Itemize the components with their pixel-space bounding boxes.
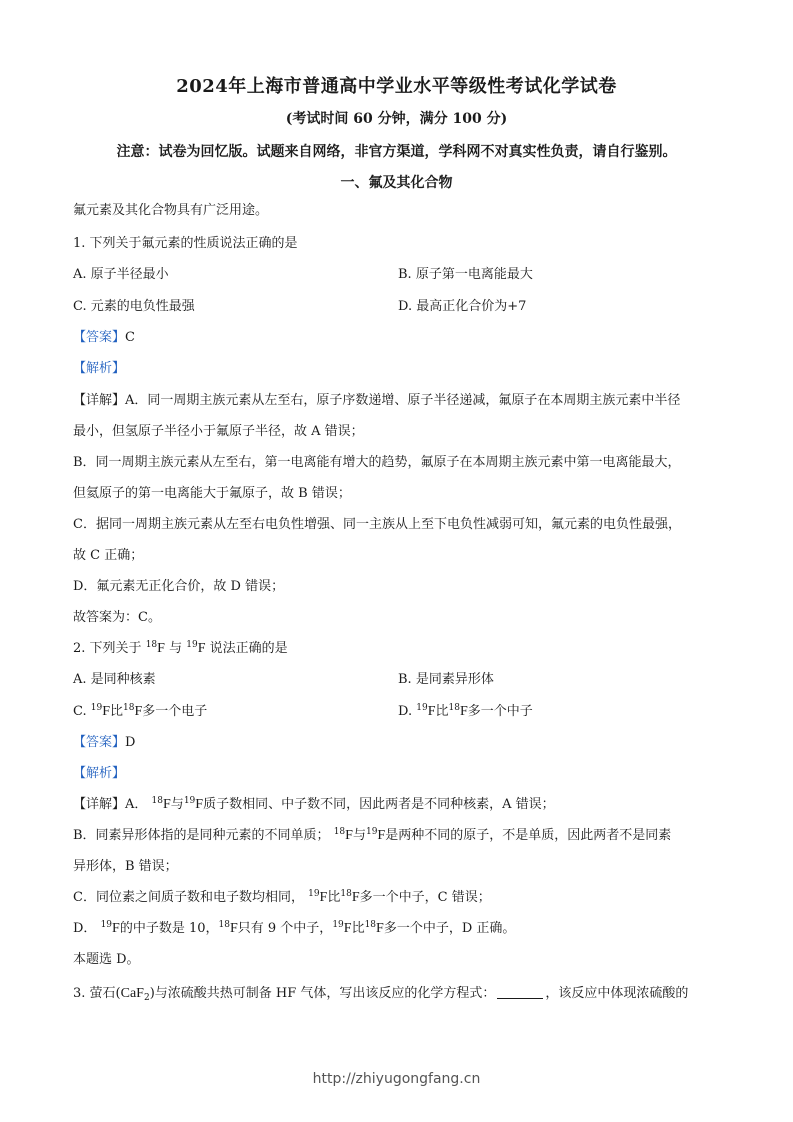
mass-number: 18 (145, 640, 158, 650)
element-symbol: F (163, 797, 171, 812)
mass-number: 19 (90, 703, 103, 713)
q1-option-c: C. 元素的电负性最强 (73, 299, 195, 314)
element-symbol: F (345, 828, 353, 843)
text: 只有 9 个中子， (237, 921, 333, 936)
text: 与 (169, 641, 183, 656)
text: 多一个中子，C 错误； (359, 890, 491, 905)
element-symbol: F (376, 921, 384, 936)
text: C. (73, 704, 87, 719)
element-symbol: F (319, 890, 328, 905)
q1-detail-7: D．氟元素无正化合价，故 D 错误； (73, 579, 285, 594)
text: 是两种不同的原子，不是单质，因此两者不是同素 (385, 828, 672, 843)
q1-detail-6: 故 C 正确； (73, 548, 144, 563)
text: 质子数相同、中子数不同，因此两者是不同种核素，A 错误； (203, 797, 555, 812)
text: 比 (435, 704, 449, 719)
text: B．同素异形体指的是同种元素的不同单质； (73, 828, 330, 843)
text: 与 (352, 828, 366, 843)
q2-detail-5 (73, 920, 723, 938)
q2-detail-1 (73, 796, 723, 814)
detail-tag: 【详解】 (73, 797, 126, 812)
mass-number: 19 (183, 796, 196, 806)
q2-stem (73, 640, 723, 658)
element-symbol: F (134, 704, 143, 719)
q1-option-b: B. 原子第一电离能最大 (398, 267, 533, 282)
answer-tag: 【答案】 (73, 330, 126, 345)
text: A． (125, 797, 148, 812)
q2-option-a: A. 是同种核素 (73, 672, 156, 687)
text: 比 (110, 704, 124, 719)
q1-answer (73, 329, 723, 347)
mass-number: 18 (123, 703, 135, 713)
element-symbol: F (229, 921, 238, 936)
q1-analysis-tag: 【解析】 (73, 361, 126, 376)
mass-number: 18 (340, 889, 352, 899)
text: )与浓硫酸共热可制备 HF 气体，写出该反应的化学方程式： (149, 986, 496, 1001)
q2-detail-2 (73, 827, 723, 845)
mass-number: 19 (416, 703, 428, 713)
q1-detail-8: 故答案为：C。 (73, 610, 161, 625)
mass-number: 18 (333, 827, 346, 837)
detail-tag: 【详解】 (73, 393, 126, 408)
footer-url[interactable]: http://zhiyugongfang.cn (312, 1071, 481, 1087)
chemical-formula: CaF (120, 986, 144, 1001)
mass-number: 18 (151, 796, 163, 806)
element-symbol: F (102, 704, 111, 719)
q1-option-d: D. 最高正化合价为+7 (398, 299, 527, 314)
text: 多一个中子，D 正确。 (383, 921, 516, 936)
element-symbol: F (351, 890, 360, 905)
q2-analysis-tag: 【解析】 (73, 766, 126, 781)
q2-detail-3: 异形体，B 错误； (73, 859, 178, 874)
q2-answer (73, 734, 723, 752)
mass-number: 18 (364, 920, 377, 930)
element-symbol: F (377, 828, 386, 843)
section-title: 一、氟及其化合物 (340, 175, 453, 191)
q1-detail-2: 最小，但氢原子半径小于氟原子半径，故 A 错误； (73, 424, 364, 439)
subscript: 2 (143, 993, 150, 1003)
notice: 注意：试卷为回忆版。试题来自网络，非官方渠道，学科网不对真实性负责，请自行鉴别。 (116, 144, 677, 160)
text: C．同位素之间质子数和电子数均相同， (73, 890, 304, 905)
text: 多一个中子 (467, 704, 533, 719)
text: 比 (327, 890, 341, 905)
mass-number: 19 (308, 889, 320, 899)
q2-option-d (398, 703, 533, 721)
section-intro: 氟元素及其化合物具有广泛用途。 (73, 203, 269, 218)
text: 3. 萤石( (73, 986, 121, 1001)
q1-detail-1 (73, 392, 723, 410)
element-symbol: F (195, 797, 204, 812)
q1-detail-5: C．据同一周期主族元素从左至右电负性增强、同一主族从上至下电负性减弱可知，氟元素的电负性最强， (73, 517, 681, 532)
answer-value: D (125, 735, 136, 750)
mass-number: 18 (218, 920, 230, 930)
mass-number: 19 (186, 640, 198, 650)
q2-detail-4 (73, 889, 723, 907)
exam-info: (考试时间 60 分钟，满分 100 分) (285, 111, 508, 127)
text: ，该反应中体现浓硫酸的 (545, 986, 689, 1001)
element-symbol: F (343, 921, 352, 936)
text: 的中子数是 10， (119, 921, 219, 936)
q1-option-a: A. 原子半径最小 (73, 267, 169, 282)
answer-blank[interactable] (497, 986, 543, 999)
mass-number: 18 (448, 703, 460, 713)
mass-number: 19 (365, 827, 378, 837)
text: D. (398, 704, 413, 719)
text: 与 (170, 797, 184, 812)
detail-text: A．同一周期主族元素从左至右，原子序数递增、原子半径递减，氟原子在本周期主族元素中半径 (125, 393, 681, 408)
answer-tag: 【答案】 (73, 735, 126, 750)
q1-detail-3: B．同一周期主族元素从左至右，第一电离能有增大的趋势，氟原子在本周期主族元素中第一电离能最大， (73, 455, 681, 470)
text: 多一个电子 (142, 704, 208, 719)
element-symbol: F (112, 921, 120, 936)
text: 说法正确的是 (209, 641, 288, 656)
element-symbol: F (459, 704, 468, 719)
page-title: 2024年上海市普通高中学业水平等级性考试化学试卷 (176, 76, 617, 97)
q2-option-b: B. 是同素异形体 (398, 672, 494, 687)
text: D． (73, 921, 97, 936)
element-symbol: F (157, 641, 165, 656)
element-symbol: F (427, 704, 436, 719)
answer-value: C (125, 330, 135, 345)
q3-stem (73, 985, 723, 1003)
mass-number: 19 (100, 920, 113, 930)
element-symbol: F (197, 641, 206, 656)
q1-detail-4: 但氦原子的第一电离能大于氟原子，故 B 错误； (73, 486, 351, 501)
text: 2. 下列关于 (73, 641, 142, 656)
mass-number: 19 (332, 920, 344, 930)
q1-stem: 1. 下列关于氟元素的性质说法正确的是 (73, 236, 298, 251)
text: 比 (351, 921, 365, 936)
q2-detail-6: 本题选 D。 (73, 952, 140, 967)
